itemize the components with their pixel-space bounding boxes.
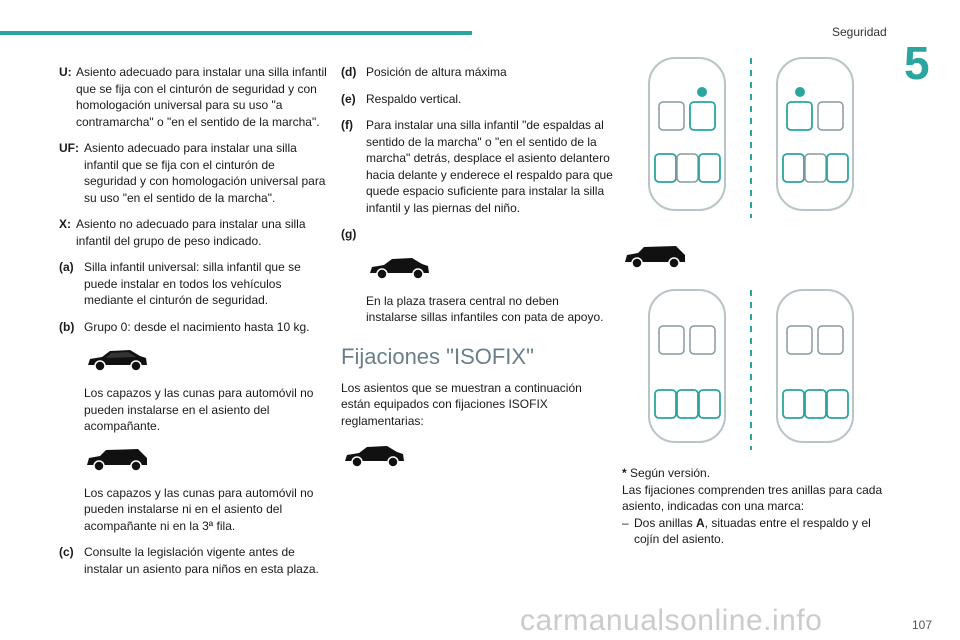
page-number: 107 [912,618,933,632]
legend-text: Respaldo vertical. [366,91,462,106]
legend-key: (d) [341,65,357,79]
footnote-star: * [622,466,627,480]
seat-layout-diagram [773,286,857,446]
legend-key: (c) [59,545,74,559]
legend-text: Consulte la legislación vigente antes de instalar un asiento para niños en esta plaza. [84,545,319,576]
footnote [622,465,892,482]
note-b1: Los capazos y las cunas para automóvil no pueden instalarse en el asiento del acompañante. [84,386,314,433]
legend-key: (f) [341,118,353,132]
legend-key: (b) [59,319,75,334]
legend-entry-a [59,259,329,309]
legend-key: U: [59,65,72,79]
suv-car-icon [366,251,432,283]
legend-entry-f [341,117,613,216]
legend-key: (g) [341,227,357,241]
note-b1-block [84,343,329,534]
note-b2: Los capazos y las cunas para automóvil no pueden instalarse ni en el asiento del acompañante ni en la 3ª fila. [84,485,314,533]
note-g: En la plaza trasera central no deben instalarse sillas infantiles con pata de apoyo. [366,293,604,324]
legend-text: Silla infantil universal: silla infantil que se puede instalar en todos los vehículos mediante el cinturón de seguridad. [84,260,301,307]
column-2 [341,64,613,481]
legend-text: Asiento adecuado para instalar una silla infantil que se fija con el cinturón de seguridad y con homologación universal para su uso "a contramarcha" o "en el sentido de la marcha". [76,65,327,129]
bullet-text [634,515,892,548]
bullet-dash: – [622,515,629,530]
diagram-separator [750,290,752,450]
bullet-pre: Dos anillas [634,515,693,530]
legend-key: (a) [59,260,74,274]
seat-layout-diagram [645,286,729,446]
mpv-car-icon [84,443,150,475]
bullet-post: , situadas entre el respaldo y el cojín del asiento. [634,515,871,546]
legend-text: Grupo 0: desde el nacimiento hasta 10 kg. [84,319,310,334]
legend-text: Asiento no adecuado para instalar una silla infantil del grupo de peso indicado. [76,217,306,248]
seat-layout-diagram [645,54,729,214]
legend-entry-c [59,544,329,577]
bullet-bold: A [696,515,705,530]
legend-entry-d [341,64,613,81]
legend-key: UF: [59,141,79,155]
watermark: carmanualsonline.info [520,604,823,637]
legend-text: Posición de altura máxima [366,65,507,79]
legend-key: (e) [341,91,356,106]
legend-entry-u [59,64,329,130]
legend-text: Asiento adecuado para instalar una silla infantil que se fija con el cinturón de seguridad y con homologación universal para su uso "en el sentido de la marcha". [84,141,326,205]
isofix-bullet [622,515,892,548]
header-accent-bar [0,31,472,35]
legend-entry-b [59,319,329,336]
legend-entry-uf [59,140,329,206]
note-g-block [366,251,613,326]
legend-entry-e [341,91,613,108]
section-title: Seguridad [832,25,887,39]
footnote-text: Según versión. [630,466,711,480]
diagram-separator [750,58,752,218]
isofix-diagram-row-1 [645,54,895,224]
legend-entry-g [341,226,613,243]
isofix-diagram-row-2 [645,286,895,456]
mpv-car-icon [622,240,688,272]
isofix-rings-paragraph: Las fijaciones comprenden tres anillas para cada asiento, indicadas con una marca: [622,482,883,513]
legend-text [366,226,613,243]
isofix-intro: Los asientos que se muestran a continuación están equipados con fijaciones ISOFIX reglamentarias: [341,380,582,428]
legend-entry-x [59,216,329,249]
legend-key: X: [59,217,71,231]
seat-layout-diagram [773,54,857,214]
isofix-notes [622,465,892,548]
suv-car-icon [341,439,407,471]
isofix-heading: Fijaciones "ISOFIX" [341,343,534,369]
legend-text: Para instalar una silla infantil "de espaldas al sentido de la marcha" o "en el sentido de la marcha" detrás, desplace el asiento delantero hacia delante y enderece el respaldo para que quede espacio suficiente para instalar la silla infantil y las piernas del niño. [366,118,613,215]
suv-car-icon [84,343,150,375]
chapter-number: 5 [904,37,930,89]
column-1 [59,64,329,587]
